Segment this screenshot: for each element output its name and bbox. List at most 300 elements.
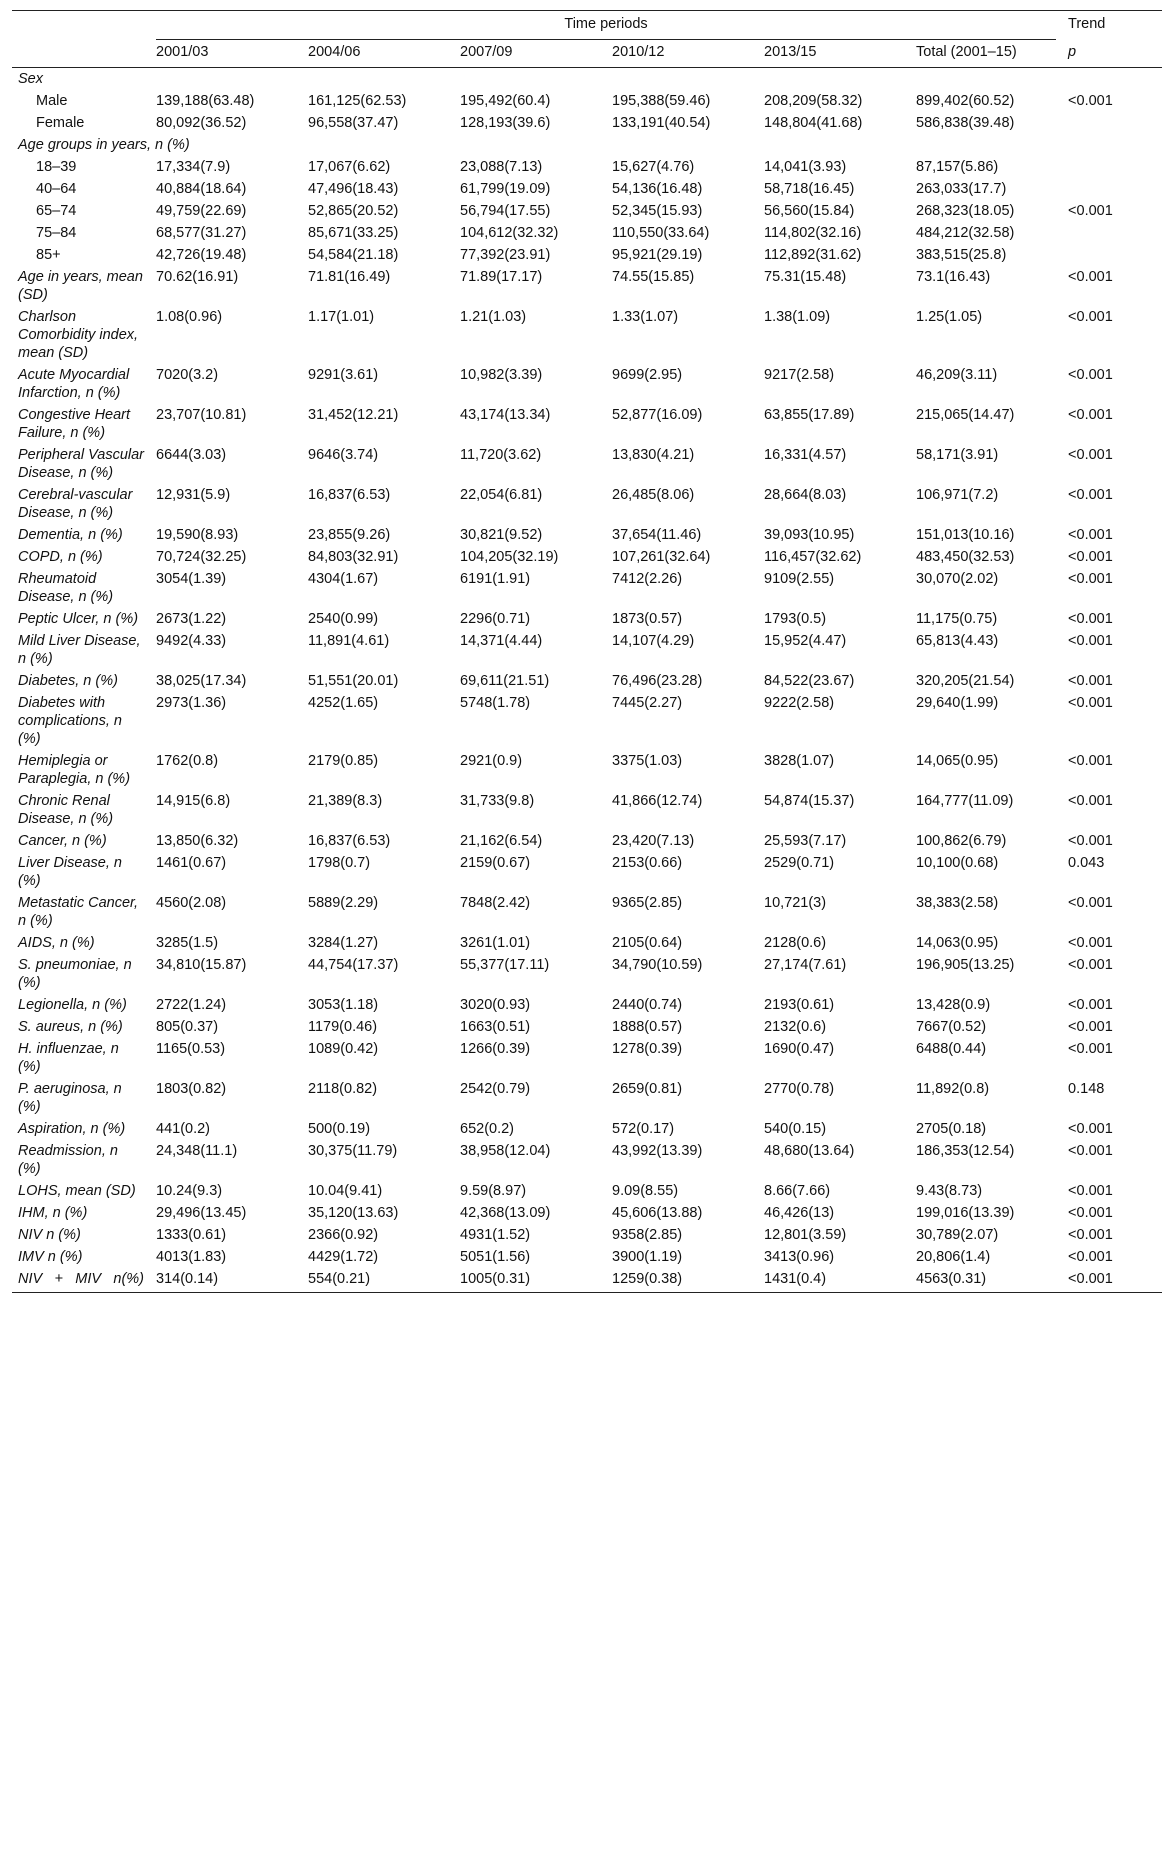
table-row <box>12 444 1162 484</box>
section-row <box>12 68 1162 91</box>
value-cell: 2673(1.22) <box>156 611 227 627</box>
table-row <box>12 200 1162 222</box>
table-row <box>12 178 1162 200</box>
value-cell: 28,664(8.03) <box>764 487 847 503</box>
value-cell: 3261(1.01) <box>460 935 531 951</box>
value-cell: 68,577(31.27) <box>156 225 247 241</box>
value-cell: 3054(1.39) <box>156 571 227 587</box>
value-cell: 4931(1.52) <box>460 1227 531 1243</box>
value-cell: 14,063(0.95) <box>916 935 999 951</box>
value-cell: 20,806(1.4) <box>916 1249 991 1265</box>
value-cell: 215,065(14.47) <box>916 407 1015 423</box>
col-header-2007-09: 2007/09 <box>454 39 606 68</box>
table-row <box>12 1118 1162 1140</box>
p-value-cell: <0.001 <box>1068 957 1113 973</box>
value-cell: 46,209(3.11) <box>916 367 998 383</box>
value-cell: 30,070(2.02) <box>916 571 999 587</box>
p-value-cell: <0.001 <box>1068 935 1113 951</box>
value-cell: 9646(3.74) <box>308 447 379 463</box>
value-cell: 74.55(15.85) <box>612 269 695 285</box>
value-cell: 128,193(39.6) <box>460 115 551 131</box>
value-cell: 24,348(11.1) <box>156 1143 238 1159</box>
value-cell: 4429(1.72) <box>308 1249 379 1265</box>
value-cell: 805(0.37) <box>156 1019 219 1035</box>
value-cell: 112,892(31.62) <box>764 247 862 263</box>
p-value-cell: <0.001 <box>1068 1121 1113 1137</box>
value-cell: 554(0.21) <box>302 1268 454 1293</box>
value-cell: 12,931(5.9) <box>156 487 231 503</box>
value-cell: 1803(0.82) <box>156 1081 227 1097</box>
value-cell: 9217(2.58) <box>764 367 835 383</box>
p-value-cell: <0.001 <box>1068 571 1113 587</box>
value-cell: 110,550(33.64) <box>612 225 710 241</box>
value-cell: 34,790(10.59) <box>612 957 703 973</box>
value-cell: 500(0.19) <box>308 1121 371 1137</box>
value-cell: 16,837(6.53) <box>308 833 391 849</box>
value-cell: 52,865(20.52) <box>308 203 399 219</box>
value-cell: 49,759(22.69) <box>156 203 247 219</box>
table-header <box>12 11 1162 68</box>
value-cell: 3413(0.96) <box>764 1249 835 1265</box>
value-cell: 7848(2.42) <box>460 895 531 911</box>
p-value-cell: 0.043 <box>1068 855 1105 871</box>
p-value-cell: <0.001 <box>1068 833 1113 849</box>
value-cell: 2921(0.9) <box>460 753 523 769</box>
value-cell: 43,992(13.39) <box>612 1143 703 1159</box>
value-cell: 52,877(16.09) <box>612 407 703 423</box>
value-cell: 2440(0.74) <box>612 997 683 1013</box>
row-label: AIDS, n (%) <box>18 935 95 951</box>
value-cell: 2132(0.6) <box>764 1019 827 1035</box>
value-cell: 70,724(32.25) <box>156 549 247 565</box>
value-cell: 1089(0.42) <box>308 1041 379 1057</box>
p-value-cell <box>1062 156 1162 178</box>
value-cell: 21,162(6.54) <box>460 833 543 849</box>
p-value-cell: <0.001 <box>1068 1227 1113 1243</box>
p-value-cell: <0.001 <box>1068 487 1113 503</box>
table-row <box>12 524 1162 546</box>
value-cell: 164,777(11.09) <box>916 793 1014 809</box>
value-cell: 11,892(0.8) <box>916 1081 990 1097</box>
value-cell: 3900(1.19) <box>612 1249 683 1265</box>
section-label: Sex <box>18 71 43 87</box>
value-cell: 41,866(12.74) <box>612 793 703 809</box>
value-cell: 2540(0.99) <box>308 611 379 627</box>
value-cell: 42,726(19.48) <box>156 247 247 263</box>
value-cell: 16,837(6.53) <box>308 487 391 503</box>
value-cell: 9699(2.95) <box>612 367 683 383</box>
table-row <box>12 1038 1162 1078</box>
table-row <box>12 90 1162 112</box>
value-cell: 58,718(16.45) <box>764 181 855 197</box>
value-cell: 2973(1.36) <box>156 695 227 711</box>
value-cell: 2128(0.6) <box>764 935 827 951</box>
header-row-columns <box>12 39 1162 68</box>
row-label: Legionella, n (%) <box>18 997 127 1013</box>
row-label: Cancer, n (%) <box>18 833 107 849</box>
row-label: Chronic Renal Disease, n (%) <box>18 793 114 827</box>
p-value-cell: <0.001 <box>1068 895 1113 911</box>
value-cell: 61,799(19.09) <box>460 181 551 197</box>
time-periods-table <box>12 10 1162 1293</box>
value-cell: 1.38(1.09) <box>764 309 831 325</box>
p-value-cell: <0.001 <box>1068 1249 1113 1265</box>
table-row <box>12 852 1162 892</box>
row-label: Diabetes with complications, n (%) <box>18 695 122 747</box>
value-cell: 1278(0.39) <box>612 1041 683 1057</box>
value-cell: 1005(0.31) <box>454 1268 606 1293</box>
row-label: Metastatic Cancer, n (%) <box>18 895 139 929</box>
value-cell: 47,496(18.43) <box>308 181 399 197</box>
value-cell: 114,802(32.16) <box>764 225 862 241</box>
table-row <box>12 994 1162 1016</box>
value-cell: 30,789(2.07) <box>916 1227 999 1243</box>
p-value-cell: <0.001 <box>1068 527 1113 543</box>
value-cell: 2529(0.71) <box>764 855 835 871</box>
p-value-cell <box>1062 178 1162 200</box>
value-cell: 29,640(1.99) <box>916 695 999 711</box>
value-cell: 1266(0.39) <box>460 1041 531 1057</box>
table-row <box>12 222 1162 244</box>
value-cell: 65,813(4.43) <box>916 633 999 649</box>
p-value-cell: <0.001 <box>1068 269 1113 285</box>
value-cell: 3375(1.03) <box>612 753 683 769</box>
value-cell: 52,345(15.93) <box>612 203 703 219</box>
value-cell: 2105(0.64) <box>612 935 683 951</box>
p-value-cell: <0.001 <box>1068 1041 1113 1057</box>
row-label: Peripheral Vascular Disease, n (%) <box>18 447 144 481</box>
value-cell: 2153(0.66) <box>612 855 683 871</box>
value-cell: 44,754(17.37) <box>308 957 399 973</box>
table-row <box>12 1140 1162 1180</box>
row-label: S. pneumoniae, n (%) <box>18 957 132 991</box>
col-header-2010-12: 2010/12 <box>606 39 758 68</box>
value-cell: 17,067(6.62) <box>308 159 391 175</box>
p-value-cell: <0.001 <box>1068 633 1113 649</box>
row-label: NIV n (%) <box>18 1227 81 1243</box>
p-value-cell: <0.001 <box>1068 1143 1113 1159</box>
row-label: IMV n (%) <box>18 1249 83 1265</box>
value-cell: 6191(1.91) <box>460 571 531 587</box>
p-value-cell: <0.001 <box>1068 1183 1113 1199</box>
table-row <box>12 364 1162 404</box>
value-cell: 1.25(1.05) <box>916 309 983 325</box>
value-cell: 58,171(3.91) <box>916 447 999 463</box>
value-cell: 151,013(10.16) <box>916 527 1015 543</box>
row-label: Age in years, mean (SD) <box>18 269 143 303</box>
table-row <box>12 630 1162 670</box>
value-cell: 7667(0.52) <box>916 1019 987 1035</box>
p-value-cell: <0.001 <box>1068 611 1113 627</box>
value-cell: 77,392(23.91) <box>460 247 551 263</box>
value-cell: 7020(3.2) <box>156 367 219 383</box>
value-cell: 1793(0.5) <box>764 611 827 627</box>
value-cell: 4563(0.31) <box>910 1268 1062 1293</box>
value-cell: 2193(0.61) <box>764 997 835 1013</box>
value-cell: 54,874(15.37) <box>764 793 855 809</box>
row-label: NIV + MIV n(%) <box>12 1268 150 1293</box>
row-label: Male <box>36 93 68 109</box>
value-cell: 54,136(16.48) <box>612 181 703 197</box>
value-cell: 1431(0.4) <box>758 1268 910 1293</box>
value-cell: 314(0.14) <box>150 1268 302 1293</box>
table-row <box>12 954 1162 994</box>
table-row <box>12 1202 1162 1224</box>
value-cell: 25,593(7.17) <box>764 833 847 849</box>
value-cell: 9.59(8.97) <box>460 1183 527 1199</box>
value-cell: 56,560(15.84) <box>764 203 855 219</box>
value-cell: 196,905(13.25) <box>916 957 1015 973</box>
value-cell: 22,054(6.81) <box>460 487 543 503</box>
value-cell: 3020(0.93) <box>460 997 531 1013</box>
value-cell: 2542(0.79) <box>460 1081 531 1097</box>
value-cell: 3285(1.5) <box>156 935 219 951</box>
value-cell: 14,065(0.95) <box>916 753 999 769</box>
value-cell: 23,420(7.13) <box>612 833 695 849</box>
value-cell: 484,212(32.58) <box>916 225 1015 241</box>
value-cell: 9222(2.58) <box>764 695 835 711</box>
value-cell: 1873(0.57) <box>612 611 683 627</box>
value-cell: 95,921(29.19) <box>612 247 703 263</box>
value-cell: 9.09(8.55) <box>612 1183 679 1199</box>
header-blank-cell <box>12 39 150 68</box>
table-row <box>12 1268 1162 1293</box>
value-cell: 3053(1.18) <box>308 997 379 1013</box>
value-cell: 161,125(62.53) <box>308 93 407 109</box>
value-cell: 483,450(32.53) <box>916 549 1015 565</box>
table-row <box>12 1224 1162 1246</box>
value-cell: 10.24(9.3) <box>156 1183 223 1199</box>
row-label: LOHS, mean (SD) <box>18 1183 136 1199</box>
value-cell: 73.1(16.43) <box>916 269 991 285</box>
value-cell: 48,680(13.64) <box>764 1143 855 1159</box>
value-cell: 320,205(21.54) <box>916 673 1015 689</box>
value-cell: 46,426(13) <box>764 1205 835 1221</box>
value-cell: 2705(0.18) <box>916 1121 987 1137</box>
value-cell: 2659(0.81) <box>612 1081 683 1097</box>
trend-header: Trend <box>1062 11 1162 40</box>
value-cell: 96,558(37.47) <box>308 115 399 131</box>
value-cell: 10,982(3.39) <box>460 367 543 383</box>
value-cell: 54,584(21.18) <box>308 247 399 263</box>
value-cell: 9492(4.33) <box>156 633 227 649</box>
p-value-cell: <0.001 <box>1068 793 1113 809</box>
value-cell: 652(0.2) <box>460 1121 515 1137</box>
value-cell: 69,611(21.51) <box>460 673 550 689</box>
value-cell: 11,891(4.61) <box>308 633 390 649</box>
value-cell: 16,331(4.57) <box>764 447 847 463</box>
value-cell: 540(0.15) <box>764 1121 827 1137</box>
value-cell: 9291(3.61) <box>308 367 379 383</box>
section-label: Age groups in years, n (%) <box>18 137 190 153</box>
row-label: IHM, n (%) <box>18 1205 88 1221</box>
p-value-cell: <0.001 <box>1068 1019 1113 1035</box>
col-header-2013-15: 2013/15 <box>758 39 910 68</box>
value-cell: 2366(0.92) <box>308 1227 379 1243</box>
value-cell: 11,175(0.75) <box>916 611 998 627</box>
value-cell: 383,515(25.8) <box>916 247 1007 263</box>
value-cell: 4013(1.83) <box>156 1249 227 1265</box>
value-cell: 186,353(12.54) <box>916 1143 1015 1159</box>
value-cell: 37,654(11.46) <box>612 527 702 543</box>
p-value-cell: <0.001 <box>1062 1268 1162 1293</box>
value-cell: 139,188(63.48) <box>156 93 255 109</box>
value-cell: 208,209(58.32) <box>764 93 863 109</box>
value-cell: 199,016(13.39) <box>916 1205 1015 1221</box>
table-row <box>12 244 1162 266</box>
value-cell: 4560(2.08) <box>156 895 227 911</box>
p-value-cell <box>1062 222 1162 244</box>
value-cell: 21,389(8.3) <box>308 793 383 809</box>
value-cell: 51,551(20.01) <box>308 673 399 689</box>
value-cell: 195,388(59.46) <box>612 93 711 109</box>
value-cell: 14,915(6.8) <box>156 793 231 809</box>
time-periods-label: Time periods <box>564 16 648 32</box>
p-value-cell: <0.001 <box>1068 997 1113 1013</box>
row-label: S. aureus, n (%) <box>18 1019 123 1035</box>
row-label: Charlson Comorbidity index, mean (SD) <box>18 309 139 361</box>
table-row <box>12 892 1162 932</box>
value-cell: 10,100(0.68) <box>916 855 999 871</box>
value-cell: 38,025(17.34) <box>156 673 247 689</box>
value-cell: 13,830(4.21) <box>612 447 695 463</box>
value-cell: 107,261(32.64) <box>612 549 711 565</box>
p-value-cell: <0.001 <box>1068 203 1113 219</box>
value-cell: 1259(0.38) <box>606 1268 758 1293</box>
value-cell: 133,191(40.54) <box>612 115 711 131</box>
row-label: 75–84 <box>36 225 77 241</box>
col-header-2004-06: 2004/06 <box>302 39 454 68</box>
value-cell: 1798(0.7) <box>308 855 371 871</box>
row-label: 65–74 <box>36 203 77 219</box>
row-label: Rheumatoid Disease, n (%) <box>18 571 114 605</box>
value-cell: 104,612(32.32) <box>460 225 559 241</box>
row-label: P. aeruginosa, n (%) <box>18 1081 122 1115</box>
col-header-total: Total (2001–15) <box>910 39 1062 68</box>
value-cell: 5889(2.29) <box>308 895 379 911</box>
p-value-cell: <0.001 <box>1068 1205 1113 1221</box>
value-cell: 15,627(4.76) <box>612 159 695 175</box>
p-value-cell: <0.001 <box>1068 447 1113 463</box>
value-cell: 10,721(3) <box>764 895 827 911</box>
value-cell: 586,838(39.48) <box>916 115 1015 131</box>
table-row <box>12 790 1162 830</box>
value-cell: 56,794(17.55) <box>460 203 551 219</box>
table-row <box>12 932 1162 954</box>
value-cell: 104,205(32.19) <box>460 549 559 565</box>
value-cell: 84,803(32.91) <box>308 549 399 565</box>
value-cell: 84,522(23.67) <box>764 673 855 689</box>
table-row <box>12 608 1162 630</box>
value-cell: 23,855(9.26) <box>308 527 391 543</box>
value-cell: 7445(2.27) <box>612 695 683 711</box>
row-label: H. influenzae, n (%) <box>18 1041 119 1075</box>
row-label: Female <box>36 115 85 131</box>
value-cell: 14,107(4.29) <box>612 633 695 649</box>
value-cell: 13,850(6.32) <box>156 833 239 849</box>
table-row <box>12 404 1162 444</box>
value-cell: 26,485(8.06) <box>612 487 695 503</box>
value-cell: 2179(0.85) <box>308 753 379 769</box>
p-value-cell: <0.001 <box>1068 549 1113 565</box>
p-value-cell: <0.001 <box>1068 367 1113 383</box>
row-label: Hemiplegia or Paraplegia, n (%) <box>18 753 131 787</box>
value-cell: 29,496(13.45) <box>156 1205 247 1221</box>
p-value-cell: <0.001 <box>1068 407 1113 423</box>
p-value-cell: 0.148 <box>1068 1081 1105 1097</box>
value-cell: 75.31(15.48) <box>764 269 847 285</box>
table-row <box>12 156 1162 178</box>
value-cell: 71.81(16.49) <box>308 269 391 285</box>
value-cell: 100,862(6.79) <box>916 833 1007 849</box>
data-table-container <box>12 10 1162 1293</box>
value-cell: 2296(0.71) <box>460 611 531 627</box>
value-cell: 6488(0.44) <box>916 1041 987 1057</box>
value-cell: 1333(0.61) <box>156 1227 227 1243</box>
value-cell: 116,457(32.62) <box>764 549 862 565</box>
row-label: 18–39 <box>36 159 77 175</box>
row-label: Readmission, n (%) <box>18 1143 118 1177</box>
value-cell: 5051(1.56) <box>460 1249 531 1265</box>
value-cell: 2770(0.78) <box>764 1081 835 1097</box>
table-body <box>12 68 1162 1293</box>
value-cell: 8.66(7.66) <box>764 1183 831 1199</box>
value-cell: 85,671(33.25) <box>308 225 399 241</box>
value-cell: 17,334(7.9) <box>156 159 231 175</box>
value-cell: 12,801(3.59) <box>764 1227 847 1243</box>
table-row <box>12 670 1162 692</box>
value-cell: 40,884(18.64) <box>156 181 247 197</box>
col-header-p: p <box>1062 39 1162 68</box>
value-cell: 6644(3.03) <box>156 447 227 463</box>
value-cell: 15,952(4.47) <box>764 633 847 649</box>
value-cell: 4252(1.65) <box>308 695 379 711</box>
header-corner-cell <box>12 11 150 40</box>
table-row <box>12 112 1162 134</box>
value-cell: 55,377(17.11) <box>460 957 550 973</box>
value-cell: 4304(1.67) <box>308 571 379 587</box>
row-label: Liver Disease, n (%) <box>18 855 122 889</box>
value-cell: 45,606(13.88) <box>612 1205 703 1221</box>
row-label: Diabetes, n (%) <box>18 673 118 689</box>
row-label: COPD, n (%) <box>18 549 103 565</box>
table-row <box>12 1078 1162 1118</box>
row-label: 85+ <box>36 247 61 263</box>
row-label: Aspiration, n (%) <box>18 1121 126 1137</box>
value-cell: 1461(0.67) <box>156 855 227 871</box>
col-header-2001-03: 2001/03 <box>150 39 302 68</box>
value-cell: 19,590(8.93) <box>156 527 239 543</box>
row-label: Peptic Ulcer, n (%) <box>18 611 139 627</box>
value-cell: 1165(0.53) <box>156 1041 226 1057</box>
p-value-cell: <0.001 <box>1068 695 1113 711</box>
value-cell: 1888(0.57) <box>612 1019 683 1035</box>
value-cell: 14,041(3.93) <box>764 159 847 175</box>
value-cell: 2118(0.82) <box>308 1081 378 1097</box>
value-cell: 572(0.17) <box>612 1121 675 1137</box>
value-cell: 441(0.2) <box>156 1121 211 1137</box>
value-cell: 13,428(0.9) <box>916 997 991 1013</box>
value-cell: 80,092(36.52) <box>156 115 247 131</box>
table-row <box>12 568 1162 608</box>
value-cell: 2722(1.24) <box>156 997 227 1013</box>
value-cell: 1.08(0.96) <box>156 309 223 325</box>
value-cell: 1.33(1.07) <box>612 309 679 325</box>
table-row <box>12 546 1162 568</box>
row-label: Congestive Heart Failure, n (%) <box>18 407 131 441</box>
row-label: Dementia, n (%) <box>18 527 123 543</box>
value-cell: 39,093(10.95) <box>764 527 855 543</box>
